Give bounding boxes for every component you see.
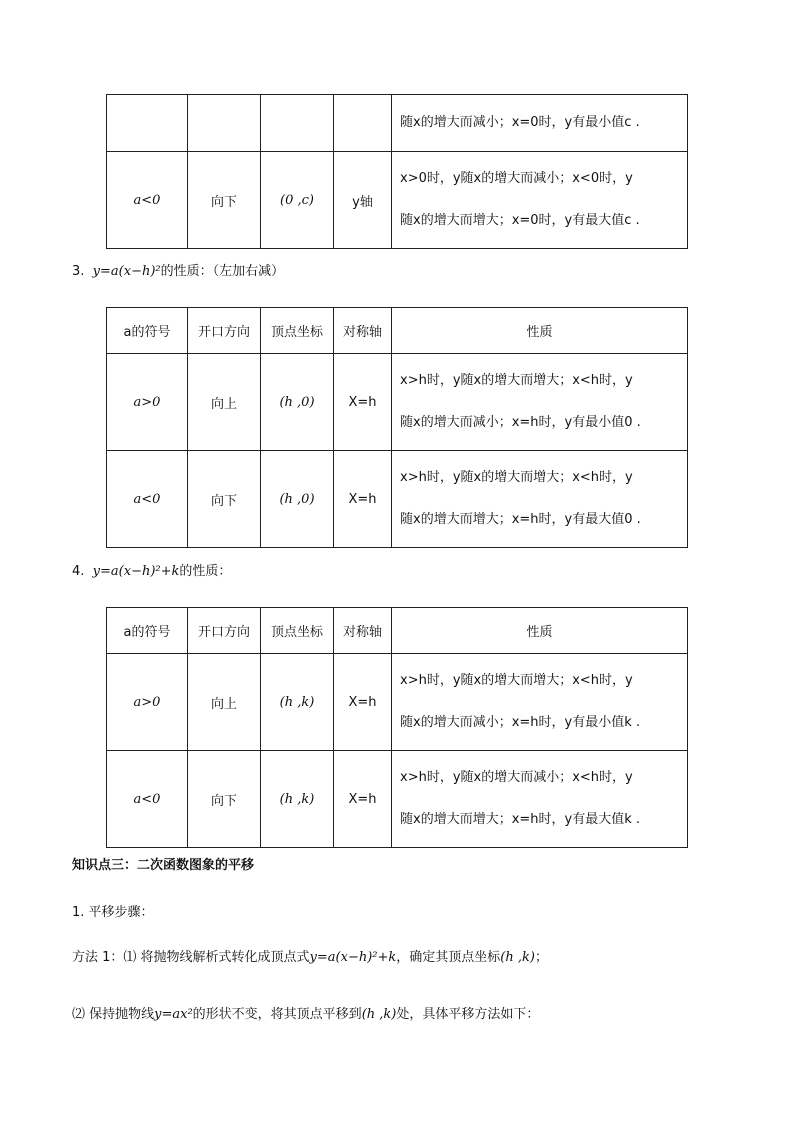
table-cell — [334, 95, 392, 152]
header-axis: 对称轴 — [334, 608, 392, 654]
table-row — [107, 152, 688, 249]
section-title: 的性质：（左加右减） — [160, 264, 285, 279]
vertex-coordinate: (h ,k) — [361, 1007, 397, 1022]
header-sign: a的符号 — [107, 308, 188, 354]
table-row — [107, 354, 688, 451]
property-cell — [392, 95, 688, 152]
vertex-cell: (0 ,c) — [261, 152, 334, 249]
property-cell — [392, 654, 688, 751]
method-2-middle: 的形状不变，将其顶点平移到 — [192, 1007, 362, 1022]
formula: y=a(x−h)²+k — [309, 950, 397, 965]
property-text: 随x的增大而减小；x=0时，y有最小值c . — [400, 115, 640, 130]
direction-cell: 向下 — [188, 751, 261, 848]
property-line-1: x>h时，y随x的增大而增大；x<h时，y — [400, 673, 633, 688]
table-row — [107, 451, 688, 548]
sign-cell: a<0 — [107, 451, 188, 548]
axis-cell: X=h — [334, 451, 392, 548]
knowledge-point-3-title: 知识点三：二次函数图象的平移 — [72, 858, 255, 873]
property-line-2: 随x的增大而减小；x=h时，y有最小值0 . — [400, 415, 641, 430]
sign-cell: a<0 — [107, 751, 188, 848]
section-number: 3. — [72, 264, 85, 279]
table-row — [107, 751, 688, 848]
sign-cell: a<0 — [107, 152, 188, 249]
axis-cell: X=h — [334, 354, 392, 451]
header-sign: a的符号 — [107, 608, 188, 654]
header-property: 性质 — [392, 308, 688, 354]
sign-cell: a>0 — [107, 354, 188, 451]
properties-table-vertex-hk — [106, 607, 688, 848]
axis-cell: X=h — [334, 751, 392, 848]
direction-cell: 向上 — [188, 354, 261, 451]
table-cell — [107, 95, 188, 152]
property-cell — [392, 751, 688, 848]
property-cell — [392, 354, 688, 451]
property-line-1: x>0时，y随x的增大而减小；x<0时，y — [400, 171, 633, 186]
property-line-1: x>h时，y随x的增大而增大；x<h时，y — [400, 373, 633, 388]
vertex-cell: (h ,k) — [261, 654, 334, 751]
section-3-heading — [72, 260, 284, 279]
vertex-cell: (h ,0) — [261, 354, 334, 451]
formula: y=a(x−h)²+k — [92, 564, 180, 579]
properties-table-continued — [106, 94, 688, 249]
formula: y=a(x−h)² — [92, 264, 161, 279]
method-2-end: 处，具体平移方法如下： — [396, 1007, 540, 1022]
vertex-cell: (h ,0) — [261, 451, 334, 548]
property-line-1: x>h时，y随x的增大而增大；x<h时，y — [400, 470, 633, 485]
method-2-line — [72, 1003, 539, 1022]
properties-table-vertex-h0 — [106, 307, 688, 548]
method-1-line — [72, 946, 548, 965]
header-direction: 开口方向 — [188, 308, 261, 354]
header-vertex: 顶点坐标 — [261, 308, 334, 354]
axis-cell: X=h — [334, 654, 392, 751]
method-1-prefix: 方法 1：⑴ 将抛物线解析式转化成顶点式 — [72, 950, 310, 965]
property-line-2: 随x的增大而增大；x=h时，y有最大值k . — [400, 812, 641, 827]
header-axis: 对称轴 — [334, 308, 392, 354]
property-line-2: 随x的增大而增大；x=h时，y有最大值0 . — [400, 512, 641, 527]
table-row — [107, 654, 688, 751]
header-property: 性质 — [392, 608, 688, 654]
sign-cell: a>0 — [107, 654, 188, 751]
section-title: 的性质： — [179, 564, 232, 579]
property-cell — [392, 451, 688, 548]
method-2-prefix: ⑵ 保持抛物线 — [72, 1007, 155, 1022]
table-cell — [261, 95, 334, 152]
direction-cell: 向下 — [188, 451, 261, 548]
section-number: 4. — [72, 564, 85, 579]
table-header-row — [107, 608, 688, 654]
section-4-heading — [72, 560, 231, 579]
method-1-middle: ，确定其顶点坐标 — [396, 950, 501, 965]
property-line-2: 随x的增大而减小；x=h时，y有最小值k . — [400, 715, 641, 730]
header-direction: 开口方向 — [188, 608, 261, 654]
table-row — [107, 95, 688, 152]
direction-cell: 向上 — [188, 654, 261, 751]
formula: y=ax² — [154, 1007, 193, 1022]
method-1-end: ； — [534, 950, 548, 965]
header-vertex: 顶点坐标 — [261, 608, 334, 654]
property-line-2: 随x的增大而增大；x=0时，y有最大值c . — [400, 213, 640, 228]
table-header-row — [107, 308, 688, 354]
direction-cell: 向下 — [188, 152, 261, 249]
axis-cell: y轴 — [334, 152, 392, 249]
vertex-cell: (h ,k) — [261, 751, 334, 848]
step-1-title: 1. 平移步骤： — [72, 905, 154, 920]
property-line-1: x>h时，y随x的增大而减小；x<h时，y — [400, 770, 633, 785]
property-cell — [392, 152, 688, 249]
vertex-coordinate: (h ,k) — [500, 950, 535, 965]
table-cell — [188, 95, 261, 152]
